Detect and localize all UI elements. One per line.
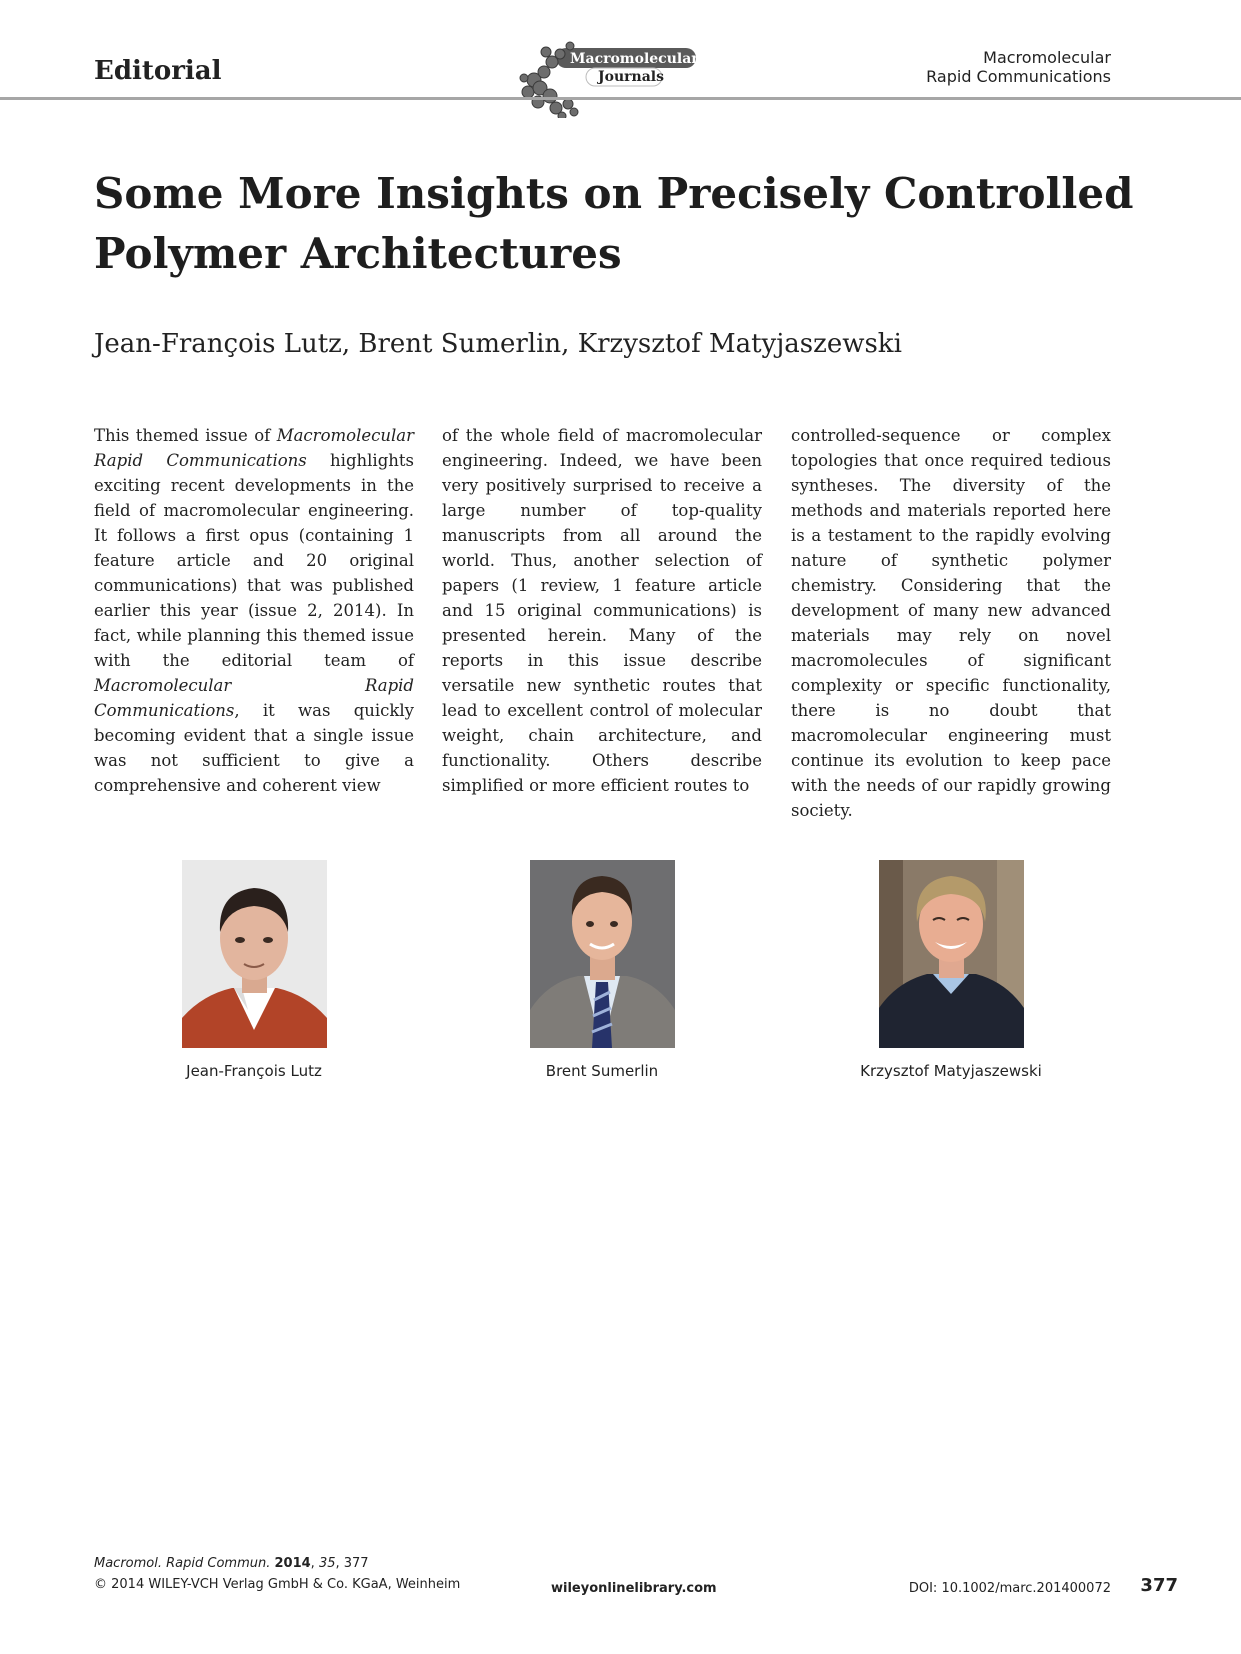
website-link[interactable]: wileyonlinelibrary.com	[551, 1581, 717, 1596]
author-photo-matyjaszewski	[879, 860, 1024, 1048]
section-label: Editorial	[94, 56, 222, 86]
journal-logo	[516, 32, 702, 118]
title-line1: Some More Insights on Precisely Controlled	[94, 169, 1134, 218]
page-number: 377	[1140, 1575, 1178, 1596]
citation-year: 2014	[274, 1556, 311, 1571]
portrait-icon	[879, 860, 1024, 1048]
photo-caption-sumerlin: Brent Sumerlin	[545, 1062, 659, 1080]
portrait-icon	[182, 860, 327, 1048]
col1-text-a: This themed issue of	[94, 426, 277, 445]
author-photo-sumerlin	[530, 860, 675, 1048]
col1-text-c: , it was quickly becoming evident that a single issue was not sufficient to give a comprehensive and coherent view	[94, 701, 414, 795]
body-column-3: controlled-sequence or complex topologies that once required tedious syntheses. The diversity of the methods and materials reported here is a testament to the rapidly evolving nature of synthetic polymer chemistry. Considering that the development of many new advanced materials may rely on novel macromolecules of significant complexity or specific functionality, there is no doubt that macromolecular engineering must continue its evolution to keep pace with the needs of our rapidly growing society.	[791, 426, 1111, 820]
journal-name-line2: Rapid Communications	[926, 67, 1111, 86]
title-line2: Polymer Architectures	[94, 229, 622, 278]
body-text	[94, 423, 1111, 820]
copyright: © 2014 WILEY-VCH Verlag GmbH & Co. KGaA, Weinheim	[94, 1577, 461, 1592]
body-column-1	[94, 423, 414, 798]
portrait-icon	[530, 860, 675, 1048]
citation-pages: , 377	[335, 1556, 369, 1571]
header-rule	[0, 97, 1241, 100]
author-photo-lutz	[182, 860, 327, 1048]
journal-name	[926, 48, 1111, 86]
journal-name-line1: Macromolecular	[983, 48, 1111, 67]
col1-journal-italic-a: Macromolecular Rapid Communications	[94, 426, 414, 470]
body-column-2: of the whole field of macromolecular engineering. Indeed, we have been very positively surprised to receive a large number of top-quality manuscripts from all around the world. Thus, another selection of papers (1 review, 1 feature article and 15 original communications) is presented herein. Many of the reports in this issue describe versatile new synthetic routes that lead to excellent control of molecular weight, chain architecture, and functionality. Others describe simplified or more efficient routes to	[442, 426, 762, 795]
logo-line2: Journals	[598, 69, 664, 85]
photo-caption-matyjaszewski: Krzysztof Matyjaszewski	[860, 1062, 1042, 1080]
citation-volume: 35	[318, 1556, 336, 1571]
col1-journal-italic-b: Macromolecular Rapid Communications	[94, 676, 414, 720]
citation-journal: Macromol. Rapid Commun.	[94, 1556, 271, 1571]
citation: Macromol. Rapid Commun. 2014, 35, 377	[94, 1556, 369, 1571]
photo-caption-lutz: Jean-François Lutz	[186, 1062, 322, 1080]
col1-text-b: highlights exciting recent developments in the field of macromolecular engineering. It follows a first opus (containing 1 feature article and 20 original communications) that was published earlier this year (issue 2, 2014). In fact, while planning this themed issue with the editorial team of	[94, 451, 414, 670]
doi[interactable]: DOI: 10.1002/marc.201400072	[908, 1581, 1111, 1596]
author-list: Jean-François Lutz, Brent Sumerlin, Krzysztof Matyjaszewski	[94, 329, 902, 359]
article-title	[94, 164, 1154, 284]
logo-line1: Macromolecular	[570, 51, 699, 67]
